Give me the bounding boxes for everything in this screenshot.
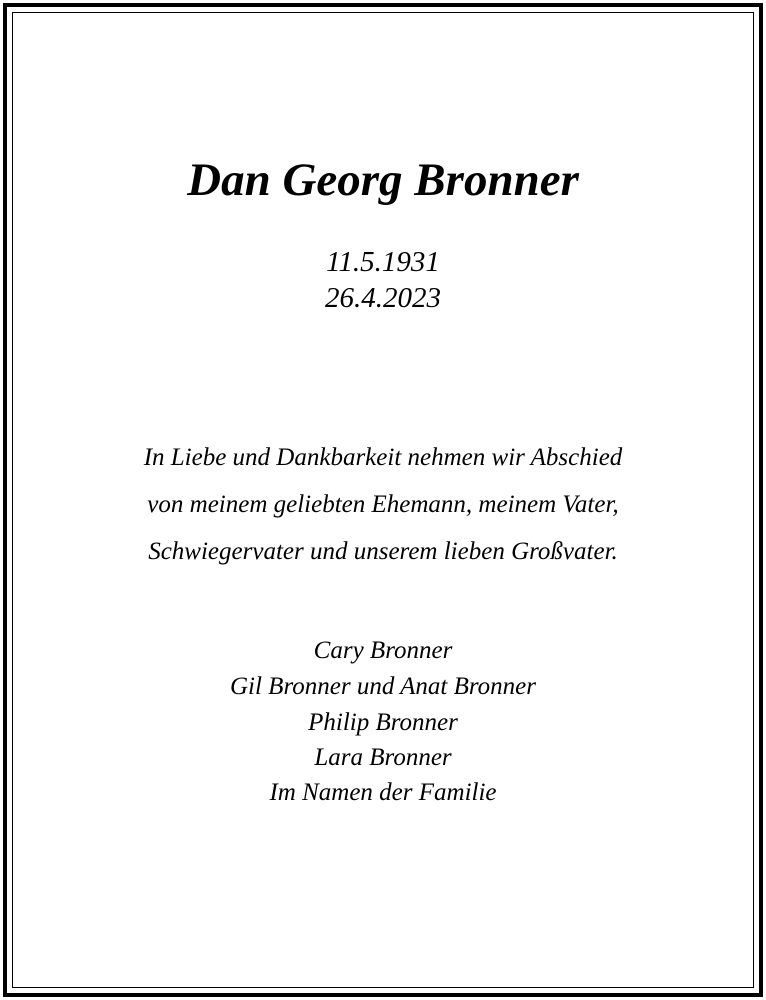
signatory-line: Cary Bronner (313, 637, 453, 664)
message-line: In Liebe und Dankbarkeit nehmen wir Abschied (143, 444, 623, 471)
message-line: Schwiegervater und unserem lieben Großvater. (148, 538, 618, 565)
signatory-line: Lara Bronner (314, 744, 452, 771)
deceased-name: Dan Georg Bronner (187, 154, 579, 206)
death-date: 26.4.2023 (325, 282, 441, 314)
birth-date: 11.5.1931 (326, 246, 440, 278)
signatory-line: Philip Bronner (308, 709, 458, 736)
family-closing-line: Im Namen der Familie (269, 779, 497, 806)
signatory-line: Gil Bronner und Anat Bronner (229, 673, 536, 700)
message-line: von meinem geliebten Ehemann, meinem Vater, (147, 491, 619, 518)
